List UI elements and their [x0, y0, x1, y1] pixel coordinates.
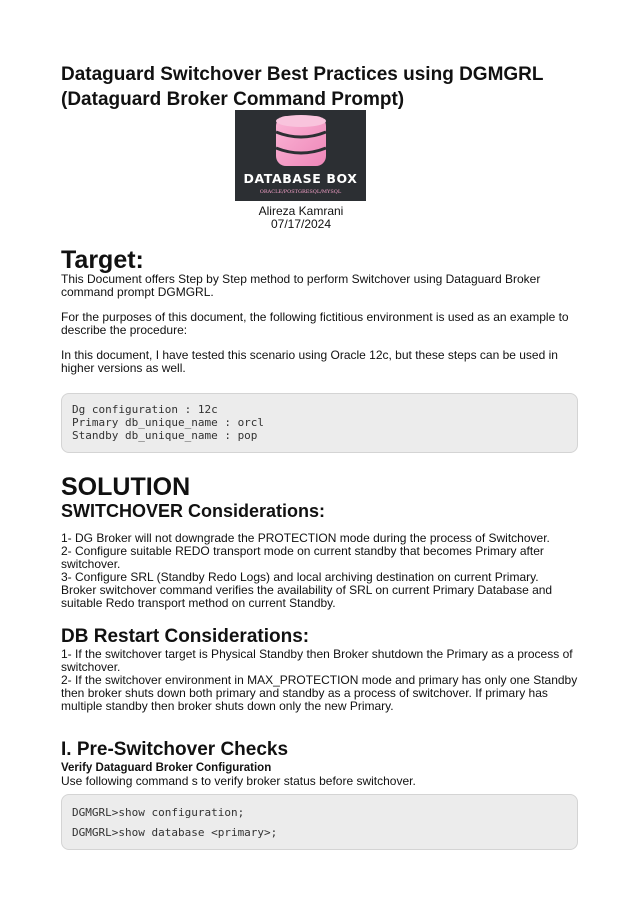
text-line: higher versions as well.	[61, 361, 186, 375]
list-item: 2- If the switchover environment in MAX_PROTECTION mode and primary has only one Standby	[61, 673, 578, 687]
code-line: Primary db_unique_name : orcl	[72, 416, 265, 429]
author-date: 07/17/2024	[270, 217, 332, 231]
code-line: DGMGRL>show configuration;	[72, 806, 245, 819]
target-paragraph-1	[61, 273, 578, 299]
text-line: command prompt DGMGRL.	[61, 285, 214, 299]
document-title-line-2: (Dataguard Broker Command Prompt)	[61, 89, 405, 110]
document-title	[61, 62, 581, 112]
document-title-line-1: Dataguard Switchover Best Practices using DGMGRL	[61, 64, 544, 85]
text-line: For the purposes of this document, the following fictitious environment is used as an example to	[61, 310, 569, 324]
target-paragraph-3	[61, 349, 578, 375]
author-block	[239, 205, 363, 231]
text-line: suitable Redo transport method on current Standby.	[61, 596, 336, 610]
environment-code-block	[61, 393, 578, 453]
text-line: switchover.	[61, 557, 121, 571]
text-line: In this document, I have tested this scenario using Oracle 12c, but these steps can be used in	[61, 348, 558, 362]
database-box-logo	[235, 110, 366, 201]
switchover-considerations-heading: SWITCHOVER Considerations:	[61, 501, 326, 521]
author-name: Alireza Kamrani	[258, 204, 344, 218]
command-code-block	[61, 794, 578, 850]
database-cylinder-icon	[235, 110, 366, 201]
list-item: 2- Configure suitable REDO transport mode on current standby that becomes Primary after	[61, 544, 544, 558]
list-item: 1- DG Broker will not downgrade the PROTECTION mode during the process of Switchover.	[61, 531, 550, 545]
list-item: 3- Configure SRL (Standby Redo Logs) and local archiving destination on current Primary.	[61, 570, 539, 584]
logo-sub-text: ORACLE/POSTGRESQL/MYSQL	[259, 189, 342, 195]
text-line: switchover.	[61, 660, 121, 674]
list-item: 1- If the switchover target is Physical Standby then Broker shutdown the Primary as a process of	[61, 647, 573, 661]
code-line: Standby db_unique_name : pop	[72, 429, 258, 442]
text-line: This Document offers Step by Step method to perform Switchover using Dataguard Broker	[61, 272, 541, 286]
db-restart-heading: DB Restart Considerations:	[61, 626, 310, 647]
verify-broker-subheading: Verify Dataguard Broker Configuration	[61, 762, 272, 774]
pre-switchover-heading: I. Pre-Switchover Checks	[61, 739, 289, 760]
text-line: then broker shuts down both primary and standby as a process of switchover. If primary has	[61, 686, 548, 700]
target-heading: Target:	[61, 246, 144, 274]
target-paragraph-2	[61, 311, 578, 337]
db-restart-list	[61, 648, 578, 713]
switchover-considerations-list	[61, 532, 578, 610]
pre-switchover-text: Use following command s to verify broker status before switchover.	[61, 774, 416, 788]
text-line: multiple standby then broker shuts down only the new Primary.	[61, 699, 394, 713]
code-line: Dg configuration : 12c	[72, 403, 218, 416]
text-line: Broker switchover command verifies the availability of SRL on current Primary Database and	[61, 583, 553, 597]
logo-main-text: DATABASE BOX	[243, 171, 358, 186]
solution-heading: SOLUTION	[61, 473, 191, 501]
code-line: DGMGRL>show database <primary>;	[72, 826, 278, 839]
text-line: describe the procedure:	[61, 323, 188, 337]
